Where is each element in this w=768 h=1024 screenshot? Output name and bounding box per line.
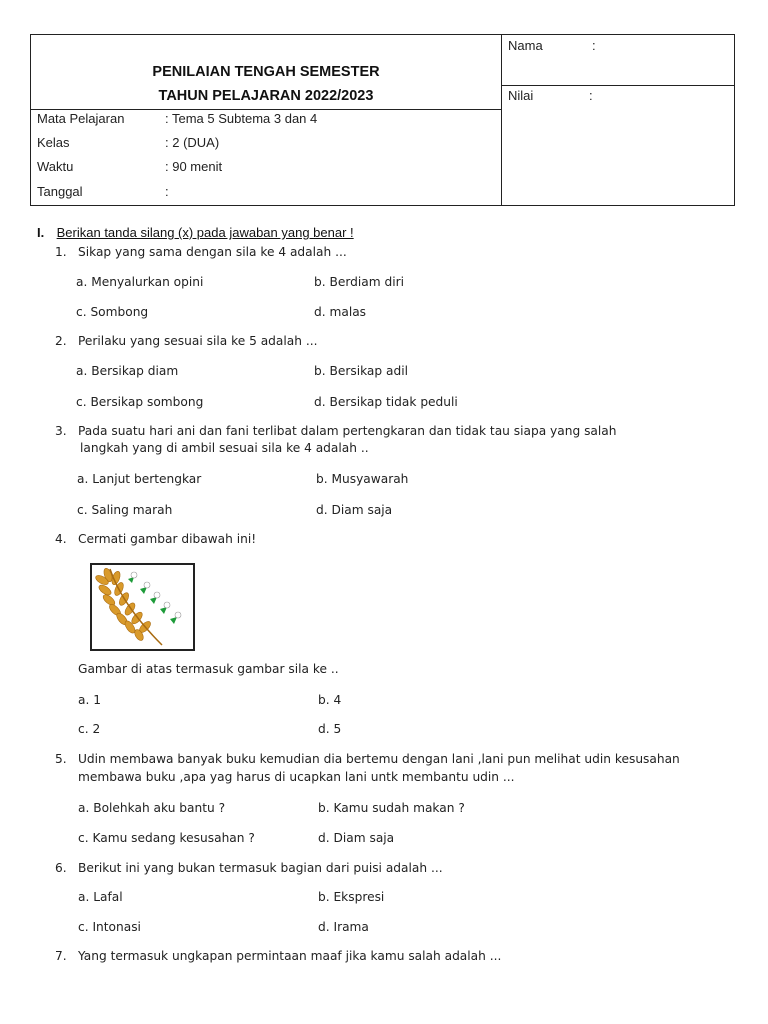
exam-title: PENILAIAN TENGAH SEMESTER [152, 64, 380, 80]
q4-option-a[interactable]: a. 1 [78, 693, 101, 707]
header-divider-vertical [501, 35, 502, 205]
field-value-kelas: : 2 (DUA) [165, 135, 220, 150]
header-divider-left [31, 109, 501, 110]
q1-option-b[interactable]: b. Berdiam diri [314, 275, 404, 289]
header-divider-right [501, 85, 734, 86]
question-5-text-line2: membawa buku ,apa yag harus di ucapkan lani untk membantu udin ... [78, 770, 515, 784]
exam-year: TAHUN PELAJARAN 2022/2023 [158, 88, 374, 104]
q4-option-d[interactable]: d. 5 [318, 722, 342, 736]
q1-option-d[interactable]: d. malas [314, 305, 367, 319]
question-text: Yang termasuk ungkapan permintaan maaf jika kamu salah adalah ... [78, 949, 502, 963]
question-number: 7. [55, 949, 67, 963]
question-text: Berikut ini yang bukan termasuk bagian dari puisi adalah ... [78, 861, 443, 875]
q2-option-a[interactable]: a. Bersikap diam [76, 364, 179, 378]
question-3-text-line2: langkah yang di ambil sesuai sila ke 4 adalah .. [80, 441, 369, 455]
sila-5-emblem-image [90, 563, 195, 651]
question-text: Cermati gambar dibawah ini! [78, 532, 257, 546]
question-text: Pada suatu hari ani dan fani terlibat dalam pertengkaran dan tidak tau siapa yang salah [78, 424, 617, 438]
header-table [30, 34, 735, 206]
q2-option-d[interactable]: d. Bersikap tidak peduli [314, 395, 458, 409]
q6-option-d[interactable]: d. Irama [318, 920, 369, 934]
q3-option-a[interactable]: a. Lanjut bertengkar [77, 472, 202, 486]
q5-option-b[interactable]: b. Kamu sudah makan ? [318, 801, 465, 815]
section-number: I. [37, 225, 45, 240]
q3-option-c[interactable]: c. Saling marah [77, 503, 173, 517]
nama-label: Nama [508, 38, 543, 53]
q1-option-c[interactable]: c. Sombong [76, 305, 149, 319]
q2-option-b[interactable]: b. Bersikap adil [314, 364, 408, 378]
question-text: Perilaku yang sesuai sila ke 5 adalah ... [78, 334, 318, 348]
rice-cotton-icon [92, 565, 193, 649]
q4-option-c[interactable]: c. 2 [78, 722, 101, 736]
question-4-followup: Gambar di atas termasuk gambar sila ke .. [78, 662, 339, 676]
q5-option-c[interactable]: c. Kamu sedang kesusahan ? [78, 831, 255, 845]
q3-option-d[interactable]: d. Diam saja [316, 503, 393, 517]
field-label-mata-pelajaran: Mata Pelajaran [37, 111, 125, 126]
field-value-mata-pelajaran: : Tema 5 Subtema 3 dan 4 [165, 111, 318, 126]
question-number: 3. [55, 424, 67, 438]
question-number: 1. [55, 245, 67, 259]
q2-option-c[interactable]: c. Bersikap sombong [76, 395, 204, 409]
q6-option-b[interactable]: b. Ekspresi [318, 890, 385, 904]
q5-option-a[interactable]: a. Bolehkah aku bantu ? [78, 801, 226, 815]
q5-option-d[interactable]: d. Diam saja [318, 831, 395, 845]
question-text: Udin membawa banyak buku kemudian dia bertemu dengan lani ,lani pun melihat udin kesusahan [78, 752, 680, 766]
section-instruction-text: Berikan tanda silang (x) pada jawaban yang benar ! [56, 225, 354, 240]
q3-option-b[interactable]: b. Musyawarah [316, 472, 409, 486]
field-value-waktu: : 90 menit [165, 159, 223, 174]
question-number: 6. [55, 861, 67, 875]
nilai-label: Nilai [508, 88, 534, 103]
section-instruction [37, 225, 354, 240]
field-label-waktu: Waktu [37, 159, 74, 174]
question-number: 2. [55, 334, 67, 348]
q4-option-b[interactable]: b. 4 [318, 693, 342, 707]
field-label-tanggal: Tanggal [37, 184, 83, 199]
q6-option-c[interactable]: c. Intonasi [78, 920, 141, 934]
question-text: Sikap yang sama dengan sila ke 4 adalah ... [78, 245, 347, 259]
question-number: 4. [55, 532, 67, 546]
field-value-tanggal: : [165, 184, 169, 199]
nilai-colon: : [589, 88, 593, 103]
q6-option-a[interactable]: a. Lafal [78, 890, 123, 904]
question-number: 5. [55, 752, 67, 766]
q1-option-a[interactable]: a. Menyalurkan opini [76, 275, 204, 289]
nama-colon: : [592, 38, 596, 53]
field-label-kelas: Kelas [37, 135, 70, 150]
